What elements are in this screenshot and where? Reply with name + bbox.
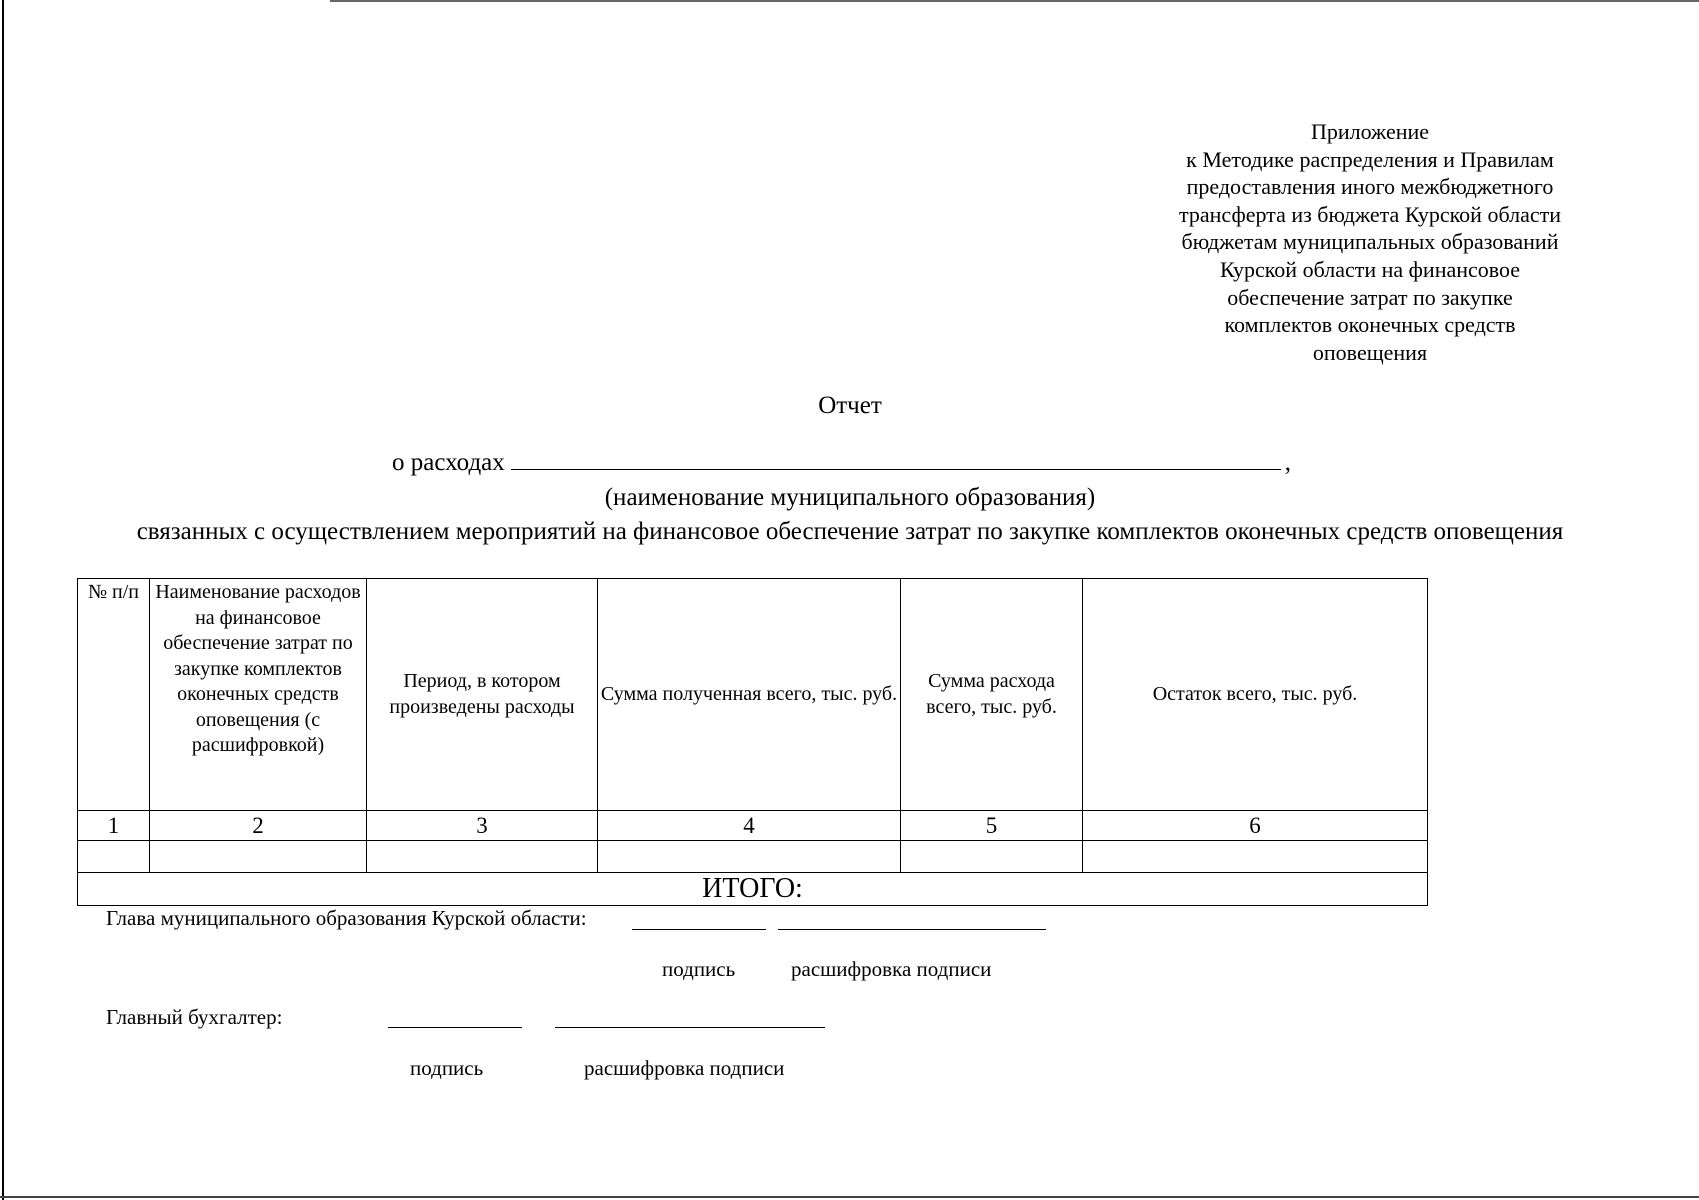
header-cell-expense-sum: Сумма расхода всего, тыс. руб. xyxy=(901,579,1083,811)
appendix-block xyxy=(1120,118,1620,366)
column-number: 6 xyxy=(1083,811,1428,841)
table-header-row xyxy=(78,579,1428,811)
column-numbers-row xyxy=(78,811,1428,841)
appendix-line: оповещения xyxy=(1312,339,1428,365)
scan-border-bottom xyxy=(0,1196,1699,1198)
appendix-line: Приложение xyxy=(1310,119,1430,144)
empty-cell xyxy=(598,841,901,873)
municipality-hint: (наименование муниципального образования) xyxy=(604,484,1096,511)
column-number: 2 xyxy=(150,811,367,841)
appendix-line: трансферта из бюджета Курской области xyxy=(1179,201,1561,227)
report-title: Отчет xyxy=(818,392,882,419)
header-cell-balance: Остаток всего, тыс. руб. xyxy=(1083,579,1428,811)
header-cell-received-sum: Сумма полученная всего, тыс. руб. xyxy=(598,579,901,811)
head-signature-caption: подпись xyxy=(662,957,736,981)
empty-cell xyxy=(367,841,598,873)
column-number: 3 xyxy=(367,811,598,841)
report-table xyxy=(77,578,1428,906)
total-row xyxy=(78,873,1428,906)
column-number: 5 xyxy=(901,811,1083,841)
header-cell-number: № п/п xyxy=(78,579,150,811)
accountant-signature-line xyxy=(388,1027,522,1028)
appendix-line: бюджетам муниципальных образований xyxy=(1181,229,1559,255)
total-label: ИТОГО: xyxy=(78,873,1428,906)
expenses-row xyxy=(392,449,1291,477)
column-number: 1 xyxy=(78,811,150,841)
head-signature-label: Глава муниципального образования Курской области: xyxy=(106,906,587,930)
appendix-line: к Методике распределения и Правилам xyxy=(1186,146,1554,172)
appendix-line: Курской области на финансовое xyxy=(1219,256,1521,282)
empty-cell xyxy=(1083,841,1428,873)
accountant-decode-caption: расшифровка подписи xyxy=(584,1056,785,1080)
expenses-suffix: , xyxy=(1284,449,1292,476)
column-number: 4 xyxy=(598,811,901,841)
empty-cell xyxy=(150,841,367,873)
scan-border-left xyxy=(2,0,4,1200)
scan-border-top xyxy=(330,0,1699,2)
appendix-line: комплектов оконечных средств xyxy=(1224,312,1516,338)
header-cell-expense-name: Наименование расходов на финансовое обеспечение затрат по закупке комплектов оконечных средств оповещения (с расшифровкой) xyxy=(150,579,367,811)
connected-text: связанных с осуществлением мероприятий на финансовое обеспечение затрат по закупке комплектов оконечных средств оповещения xyxy=(136,518,1564,545)
empty-cell xyxy=(901,841,1083,873)
empty-data-row xyxy=(78,841,1428,873)
accountant-signature-caption: подпись xyxy=(410,1056,484,1080)
header-cell-period: Период, в котором произведены расходы xyxy=(367,579,598,811)
appendix-line: обеспечение затрат по закупке xyxy=(1227,284,1513,310)
municipality-blank-line xyxy=(511,451,1281,470)
empty-cell xyxy=(78,841,150,873)
accountant-decode-line xyxy=(555,1027,825,1028)
head-decode-caption: расшифровка подписи xyxy=(791,957,992,981)
head-signature-line xyxy=(632,929,766,930)
expenses-prefix: о расходах xyxy=(392,449,505,476)
accountant-signature-label: Главный бухгалтер: xyxy=(106,1005,283,1029)
head-decode-line xyxy=(778,929,1046,930)
appendix-line: предоставления иного межбюджетного xyxy=(1186,174,1554,200)
